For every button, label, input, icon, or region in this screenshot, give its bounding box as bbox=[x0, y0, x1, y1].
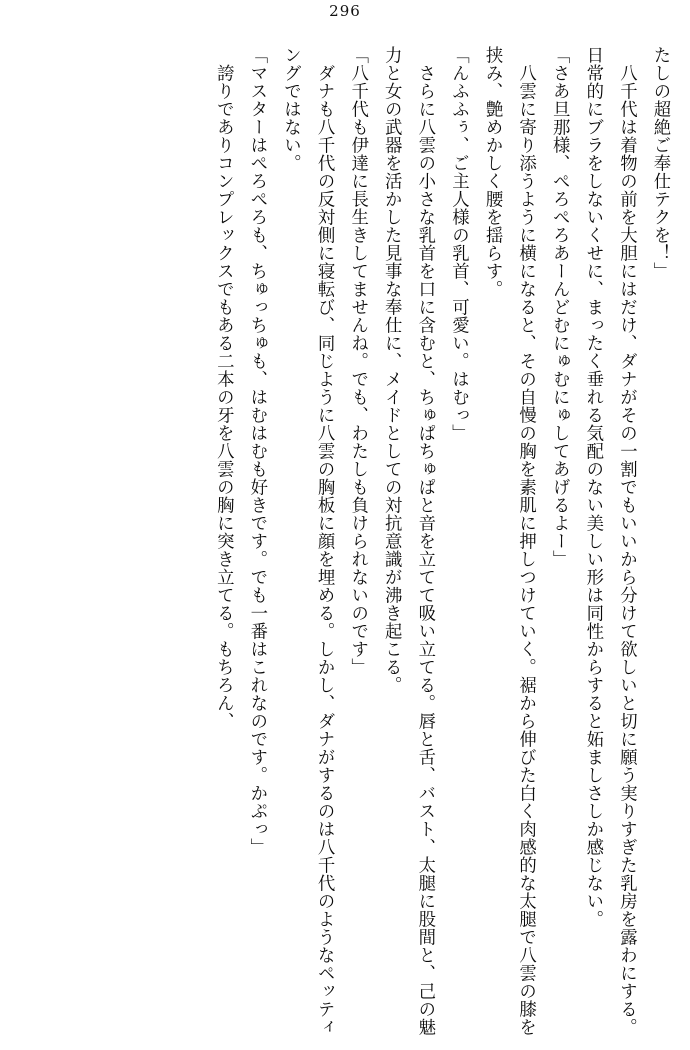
novel-body-text bbox=[14, 46, 676, 1036]
paragraph: 「八千代も伊達に長生きしてませんね。でも、わたしも負けられないのです」 bbox=[347, 46, 368, 676]
paragraph: たしの超絶ご奉仕テクを！」 bbox=[650, 46, 670, 280]
paragraph: さらに八雲の小さな乳首を口に含むと、ちゅぱちゅぱと音を立てて吸い立てる。唇と舌、バスト、太腿に股間と、己の魅力と女の武器を活かした見事な奉仕に、メイドとしての対抗意識が沸き起こる。 bbox=[381, 46, 435, 1036]
paragraph: 八千代は着物の前を大胆にはだけ、ダナがその一割でもいいから分けて欲しいと切に願う実りすぎた乳房を露わにする。日常的にブラをしないくせに、まったく垂れる気配のない美しい形は同性からすると妬ましさしか感じない。 bbox=[582, 46, 637, 1036]
paragraph: 誇りでありコンプレックスでもある二本の牙を八雲の胸に突き立てる。もちろん、 bbox=[213, 46, 234, 730]
paragraph: 「マスターはぺろぺろも、ちゅっちゅも、はむはむも好きです。でも一番はこれなのです。かぷっ」 bbox=[246, 46, 267, 856]
paragraph: 「さあ旦那様、ぺろぺろあーんどむにゅむにゅしてあげるよー」 bbox=[549, 46, 570, 568]
paragraph: 八雲に寄り添うように横になると、その自慢の胸を素肌に押しつけていく。裾から伸びた白く肉感的な太腿で八雲の膝を挟み、艶めかしく腰を揺らす。 bbox=[482, 46, 536, 1036]
paragraph: ダナも八千代の反対側に寝転び、同じように八雲の胸板に顔を埋める。しかし、ダナがするのは八千代のようなペッティングではない。 bbox=[280, 46, 335, 1036]
page-number: 296 bbox=[329, 2, 361, 20]
paragraph: 「んふふぅ、ご主人様の乳首、可愛い。はむっ」 bbox=[448, 46, 469, 442]
